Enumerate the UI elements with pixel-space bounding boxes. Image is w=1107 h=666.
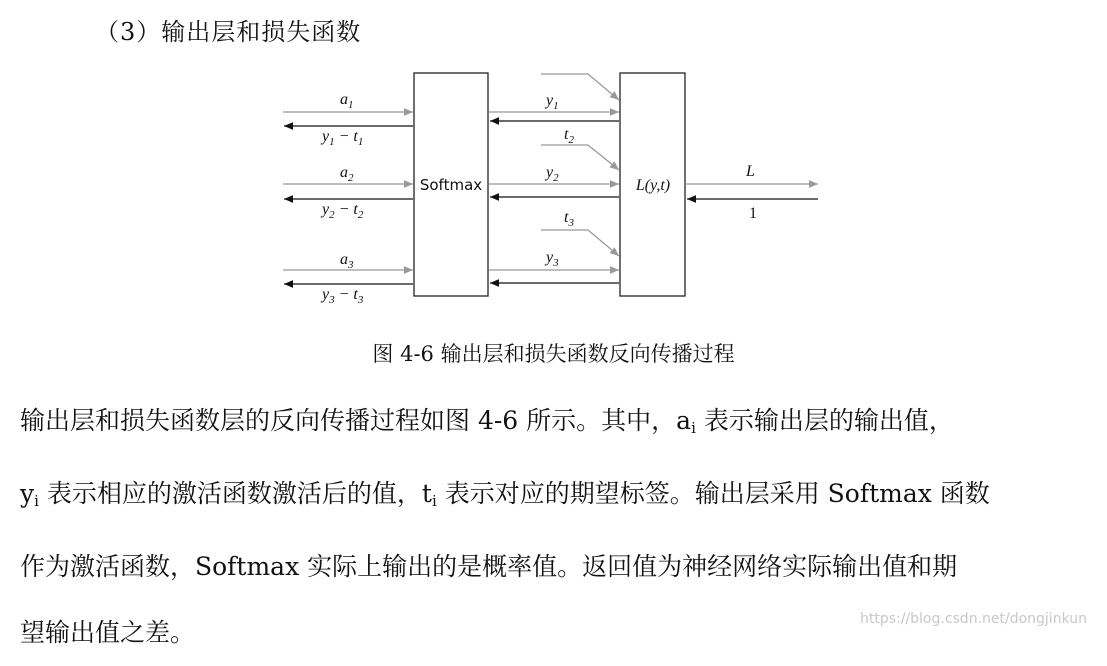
para-line-4: 望输出值之差。	[20, 618, 196, 647]
label-t3: $t_3$	[564, 209, 574, 229]
label-grad3: $y_3 - t_3$	[322, 286, 364, 306]
label-L: L	[746, 163, 755, 180]
section-heading: （3）输出层和损失函数	[95, 18, 362, 46]
output-row-2	[489, 164, 619, 197]
label-one: 1	[749, 205, 757, 222]
label-t2: $t_2$	[564, 126, 574, 146]
output-row-1	[489, 92, 619, 121]
output-row-3	[489, 249, 619, 283]
input-row-2	[283, 164, 413, 221]
watermark: https://blog.csdn.net/dongjinkun	[859, 611, 1087, 627]
label-grad2: $y_2 - t_2$	[322, 201, 364, 221]
para-line-3: 作为激活函数，Softmax 实际上输出的是概率值。返回值为神经网络实际输出值和期	[20, 552, 958, 581]
label-a3: $a_3$	[340, 251, 354, 271]
loss-label: L(y,t)	[635, 177, 671, 194]
label-a2: $a_2$	[340, 164, 354, 184]
label-a1: $a_1$	[340, 91, 354, 111]
figure-caption: 图 4-6 输出层和损失函数反向传播过程	[372, 342, 735, 366]
label-y3: $y_3$	[546, 249, 559, 269]
para-line-2: $y_i$ 表示相应的激活函数激活后的值，$t_i$ 表示对应的期望标签。输出层采用 Softmax 函数	[20, 479, 990, 510]
input-row-3	[283, 251, 413, 306]
label-y1: $y_1$	[546, 92, 559, 112]
softmax-label: Softmax	[419, 176, 483, 194]
label-y2: $y_2$	[546, 164, 559, 184]
loss-output	[686, 163, 818, 222]
para-line-1: 输出层和损失函数层的反向传播过程如图 4-6 所示。其中，$a_i$ 表示输出层的输出值，	[20, 406, 954, 437]
input-row-1	[283, 91, 413, 148]
backprop-diagram	[0, 0, 1107, 330]
label-grad1: $y_1 - t_1$	[322, 128, 364, 148]
